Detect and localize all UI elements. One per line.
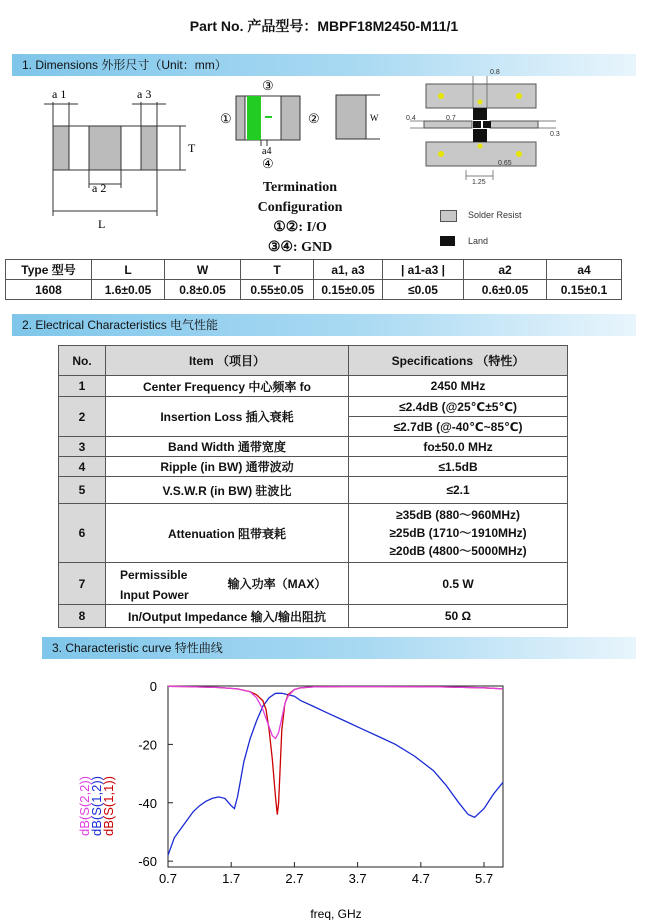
elec-row-item: V.S.W.R (in BW) 驻波比 — [106, 477, 349, 504]
attenuation-spec-1: ≥35dB (880～960MHz) — [396, 508, 520, 522]
elec-row-spec: 2450 MHz — [349, 376, 568, 397]
elec-row-item: Band Width 通带宽度 — [106, 437, 349, 457]
elec-row-spec: fo±50.0 MHz — [349, 437, 568, 457]
dim-a4-label: a4 — [262, 146, 272, 157]
characteristic-curve-chart — [0, 660, 648, 920]
land-dim-065: 0.65 — [498, 160, 512, 167]
y-axis-label-s11: dB(S(1,1)) — [101, 776, 116, 836]
legend-solder-resist-swatch — [440, 210, 457, 222]
terminal-1-label: ① — [220, 111, 232, 126]
elec-row-no: 1 — [59, 376, 106, 397]
x-tick-label: 5.7 — [474, 871, 494, 886]
s-parameter-plot — [0, 660, 648, 920]
dim-col-a4: a4 — [547, 260, 622, 280]
end-view-drawing — [336, 95, 380, 139]
dim-a3-label: a 3 — [137, 87, 152, 101]
y-axis-label-s12: dB(S(1,2)) — [89, 776, 104, 836]
input-power-label-cn: 输入功率（MAX） — [227, 577, 327, 591]
dimension-table — [5, 259, 622, 300]
dim-cell-l: 1.6±0.05 — [92, 280, 165, 300]
land-dim-07: 0.7 — [446, 115, 456, 122]
elec-row-spec: 50 Ω — [349, 605, 568, 628]
elec-row — [59, 437, 568, 457]
elec-row-no: 8 — [59, 605, 106, 628]
elec-row — [59, 605, 568, 628]
dim-cell-a1-minus-a3: ≤0.05 — [383, 280, 464, 300]
y-tick-label: -20 — [138, 737, 157, 753]
dim-cell-type: 1608 — [6, 280, 92, 300]
elec-row-item: Ripple (in BW) 通带波动 — [106, 457, 349, 477]
dim-cell-t: 0.55±0.05 — [241, 280, 314, 300]
dim-a1-label: a 1 — [52, 87, 67, 101]
elec-row-no: 7 — [59, 563, 106, 605]
x-tick-label: 3.7 — [348, 871, 367, 886]
elec-row-item: Center Frequency 中心频率 fo — [106, 376, 349, 397]
land-dim-03: 0.3 — [550, 131, 560, 138]
elec-row — [59, 376, 568, 397]
elec-row-spec: ≤2.4dB (@25℃±5℃) — [349, 397, 568, 417]
elec-row-no: 3 — [59, 437, 106, 457]
dim-col-a2: a2 — [464, 260, 547, 280]
terminal-2-label: ② — [308, 111, 320, 126]
legend-solder-resist-label: Solder Resist — [468, 210, 522, 220]
dim-w-label: W — [370, 113, 379, 123]
terminal-3-label: ③ — [262, 78, 274, 93]
elec-row-spec: ≤1.5dB — [349, 457, 568, 477]
y-axis-label-s22: dB(S(2,2)) — [77, 776, 92, 836]
section-curve-header: 3. Characteristic curve 特性曲线 — [42, 637, 636, 659]
dimension-table-row — [6, 280, 622, 300]
dim-cell-a1a3: 0.15±0.05 — [314, 280, 383, 300]
elec-row-no: 5 — [59, 477, 106, 504]
elec-header-row — [59, 346, 568, 376]
y-tick-label: 0 — [149, 679, 157, 694]
dim-a2-label: a 2 — [92, 181, 107, 195]
terminal-4-label: ④ — [262, 156, 274, 171]
elec-row-no: 6 — [59, 504, 106, 563]
input-power-line2: Input Power — [120, 588, 189, 602]
land-dim-08: 0.8 — [490, 69, 500, 76]
x-tick-label: 0.7 — [158, 871, 178, 886]
attenuation-spec-3: ≥20dB (4800～5000MHz) — [389, 544, 527, 558]
dim-cell-w: 0.8±0.05 — [165, 280, 241, 300]
dim-col-w: W — [165, 260, 241, 280]
elec-row-item: Attenuation 阻带衰耗 — [106, 504, 349, 563]
elec-row-spec: ≤2.1 — [349, 477, 568, 504]
termination-line4: ③④: GND — [267, 240, 333, 255]
elec-row — [59, 397, 568, 417]
land-pattern-drawing — [406, 69, 560, 186]
dimension-table-header-row — [6, 260, 622, 280]
elec-row-item: Insertion Loss 插入衰耗 — [106, 397, 349, 437]
x-axis-label: freq, GHz — [310, 907, 362, 920]
electrical-characteristics-table — [58, 345, 568, 628]
elec-col-item: Item （项目） — [106, 346, 349, 376]
termination-line3: ①②: I/O — [273, 220, 327, 235]
land-dim-04: 0.4 — [406, 115, 416, 122]
elec-row-no: 2 — [59, 397, 106, 437]
plot-area — [168, 686, 503, 867]
elec-row — [59, 457, 568, 477]
dim-l-label: L — [98, 217, 106, 231]
input-power-label-en — [120, 565, 189, 605]
land-dim-125: 1.25 — [472, 179, 486, 186]
legend-land-label: Land — [468, 236, 489, 246]
x-tick-label: 4.7 — [411, 871, 430, 886]
dim-t-label: T — [188, 141, 196, 155]
elec-row — [59, 504, 568, 563]
part-number-title: Part No. 产品型号：MBPF18M2450-M11/1 — [189, 18, 459, 34]
elec-row — [59, 563, 568, 605]
dim-col-a1a3: a1, a3 — [314, 260, 383, 280]
dim-cell-a4: 0.15±0.1 — [547, 280, 622, 300]
section-electrical-header: 2. Electrical Characteristics 电气性能 — [12, 314, 636, 336]
legend-land-swatch — [440, 236, 455, 246]
elec-row-no: 4 — [59, 457, 106, 477]
dim-col-type: Type 型号 — [6, 260, 92, 280]
elec-col-no: No. — [59, 346, 106, 376]
elec-row-spec: ≤2.7dB (@-40℃~85℃) — [349, 417, 568, 437]
attenuation-spec-2: ≥25dB (1710～1910MHz) — [389, 526, 527, 540]
termination-configuration — [245, 178, 355, 258]
dim-cell-a2: 0.6±0.05 — [464, 280, 547, 300]
termination-line2: Configuration — [257, 200, 343, 215]
elec-row-item: In/Output Impedance 输入/输出阻抗 — [106, 605, 349, 628]
x-tick-label: 1.7 — [222, 871, 241, 886]
section-dimensions-header: 1. Dimensions 外形尺寸（Unit：mm） — [12, 54, 636, 76]
elec-row-spec-multi — [349, 504, 568, 563]
dim-col-l: L — [92, 260, 165, 280]
x-tick-label: 2.7 — [285, 871, 304, 886]
elec-row-item — [106, 563, 349, 605]
elec-col-spec: Specifications （特性） — [349, 346, 568, 376]
termination-line1: Termination — [262, 180, 338, 195]
elec-row-spec: 0.5 W — [349, 563, 568, 605]
dim-col-t: T — [241, 260, 314, 280]
dim-col-a1-minus-a3: | a1-a3 | — [383, 260, 464, 280]
side-view-drawing — [44, 87, 196, 231]
top-view-drawing — [220, 78, 320, 171]
y-tick-label: -40 — [138, 795, 157, 811]
y-tick-label: -60 — [138, 854, 157, 870]
elec-row — [59, 477, 568, 504]
input-power-line1: Permissible — [120, 568, 188, 582]
